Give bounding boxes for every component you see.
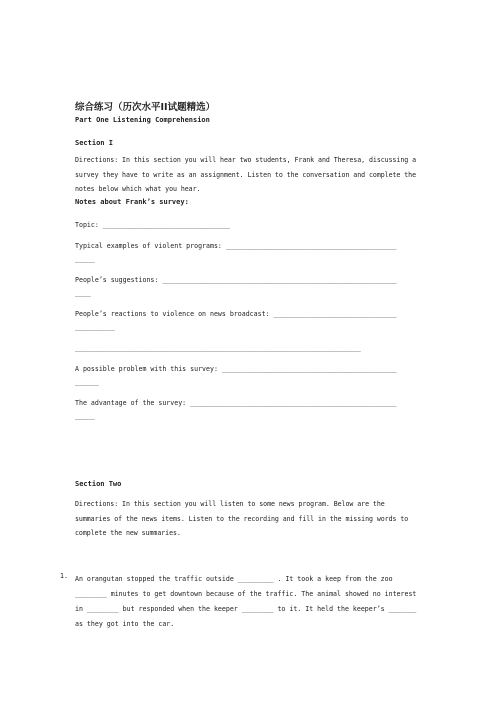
notes-reactions-line-extra: ________________________________________________________________________: [75, 344, 361, 352]
notes-violent-line: Typical examples of violent programs: ___________________________________________: [75, 242, 397, 250]
notes-heading: Notes about Frank’s survey:: [75, 198, 189, 206]
section-one-heading: Section I: [75, 139, 113, 147]
notes-reactions-line-cont: __________: [75, 323, 115, 331]
item-text: An orangutan stopped the traffic outside _________ . It took a keep from the zoo ________ minutes to get downtown because of the traffic. The animal showed no interest in ________ but responded when the keeper ________ to it. It held the keeper’s _______ as they got into the car.: [75, 575, 417, 628]
notes-reactions-line: People’s reactions to violence on news broadcast: _______________________________: [75, 310, 397, 318]
notes-violent-line-cont: _____: [75, 255, 95, 263]
notes-problem-line: A possible problem with this survey: ____________________________________________: [75, 365, 397, 373]
notes-suggestions-line-cont: ____: [75, 289, 91, 297]
notes-topic-line: Topic: ________________________________: [75, 221, 230, 229]
section-one-directions: Directions: In this section you will hear two students, Frank and Theresa, discussing a survey they have to write as an assignment. Listen to the conversation and complete the notes below which what you hear.: [75, 156, 417, 193]
notes-advantage-line: The advantage of the survey: ____________________________________________________: [75, 399, 397, 407]
item-number: 1.: [60, 572, 68, 580]
notes-suggestions-line: People’s suggestions: ___________________________________________________________: [75, 276, 397, 284]
section-two-directions: Directions: In this section you will listen to some news program. Below are the summaries of the news items. Listen to the recording and fill in the missing words to complete the new summaries.: [75, 500, 409, 537]
part-one-heading: Part One Listening Comprehension: [75, 116, 210, 124]
section-two-heading: Section Two: [75, 480, 122, 488]
notes-advantage-line-cont: _____: [75, 412, 95, 420]
notes-problem-line-cont: ______: [75, 378, 99, 386]
document-title: 综合练习（历次水平II试题精选）: [75, 102, 216, 113]
